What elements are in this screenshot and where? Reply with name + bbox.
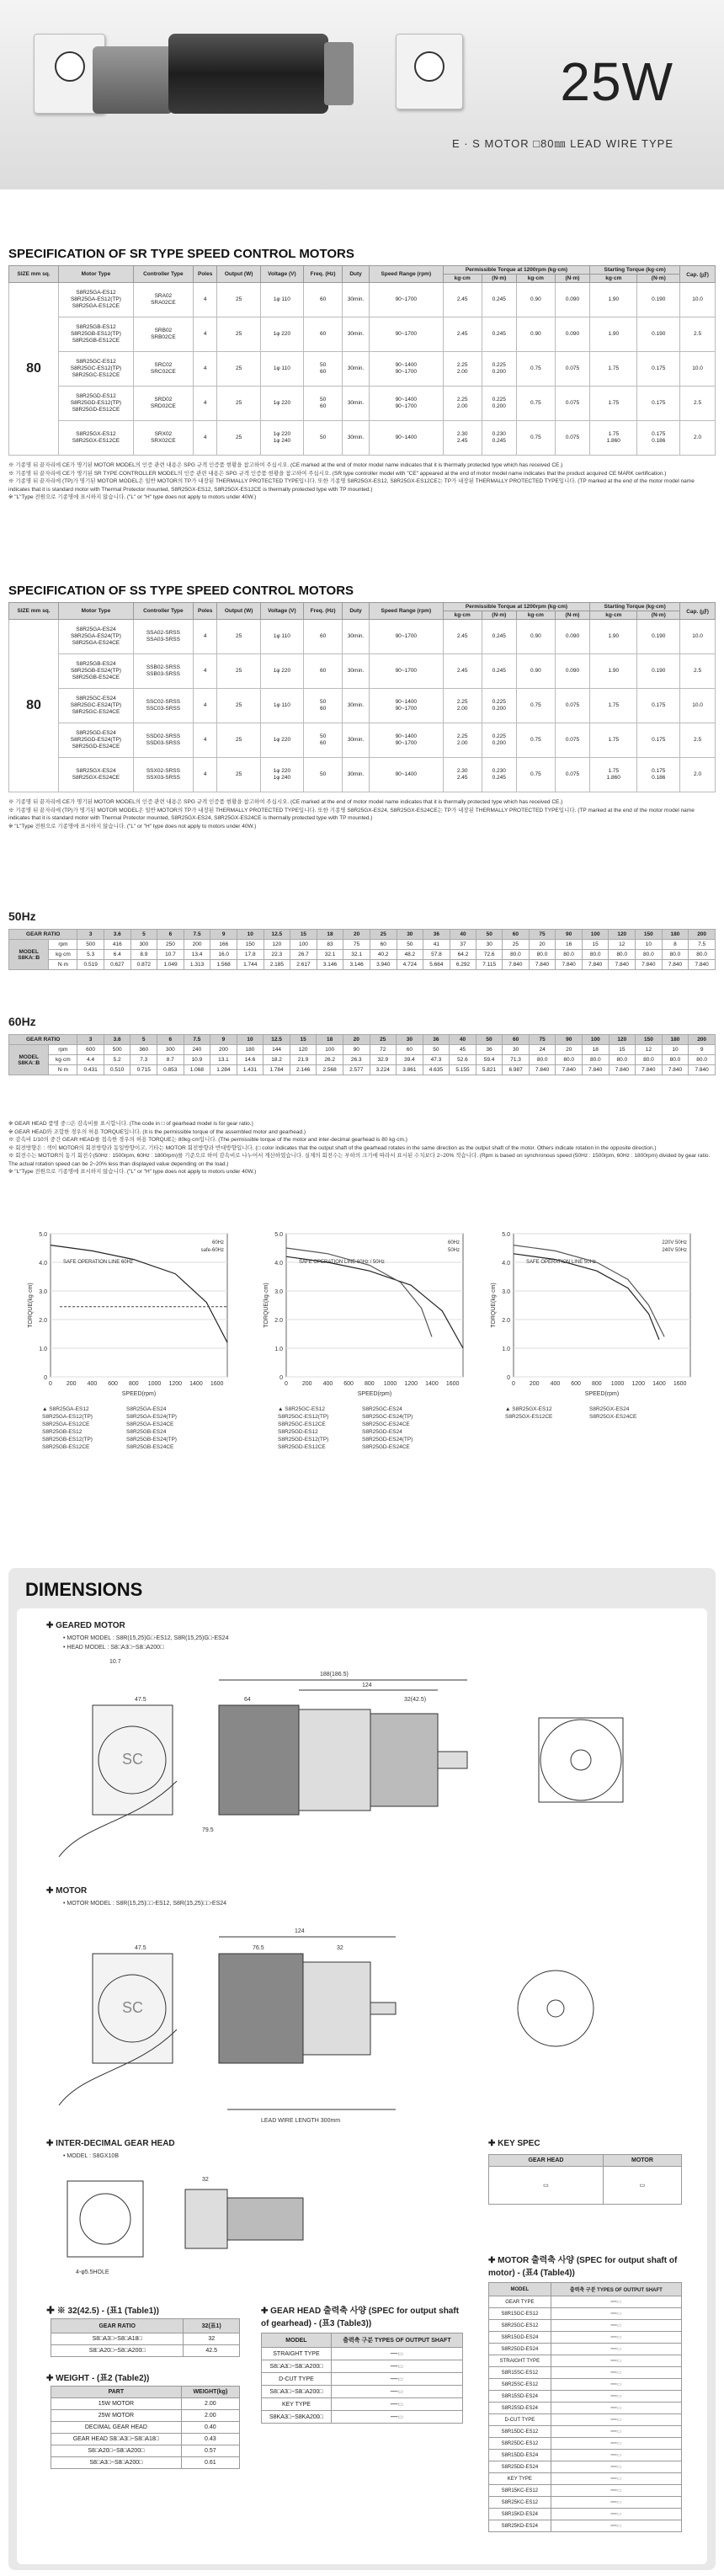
sr-spec-table: SIZE mm sq. Motor Type Controller Type Poles Output (W) Voltage (V) Freq. (Hz) Duty Speed Range (rpm) Permissible Torque at 1200rpm (kg·cm) Starting Torque (kg·cm) Cap. (㎌) kg·cm (N·m) kg·cm (N·m) kg·cm (N·m) 80 S8R25GA-ES12 S8R25GA-ES12(TP) S8R25GA-ES12CE SRA02 SRA02CE 4 25 1φ 110 60 30min. 90~1700 2.45 0.245 0.90 0.090 1.90 0.190 10.0 S8R25GB-ES12 S8R25GB-ES12(TP) S8R25GB-ES12CE SRB02 SRB02CE 4 25 1φ 220 60 30min. 90~1700 2.45 0.245 0.90 0.090 1.90 0.190 2.5 S8R25GC-ES12 S8R25GC-ES12(TP) S8R25GC-ES12CE SRC02 SRC02CE 4 25 1φ 110 50 60 30min. 90~1400 90~1700 2.25 2.00 0.225 0.200 0.75 0.075 1.75 0.175 10.0 S8R25GD-ES12 S8R25GD-ES12(TP) S8R25GD-ES12CE SRD02 SRD02CE 4 25 1φ 220 50 60 30min. 90~1400 90~1700 2.25 2.00 0.225 0.200 0.75 0.075 1.75 0.175 2.5 S8R25GX-ES12 S8R25GX-ES12CE SRX02 SRX02CE 4 25 1φ 220 1φ 240 50 30min. 90~1400 2.30 2.45 0.230 0.245 0.75 0.075 1.75 1.860 0.175 0.186 2.0 bbox=[8, 265, 716, 456]
spec-row: S8R25GX-ES24 S8R25GX-ES24CE SSX02-SRSS SSX03-SRSS 4 25 1φ 220 1φ 240 50 30min. 90~1400 2.30 2.45 0.230 0.245 0.75 0.075 1.75 1.860 0.175 0.186 2.0 bbox=[9, 758, 716, 792]
table-row: S8□A20□~S8□A200□ 42.5 bbox=[51, 2345, 240, 2357]
geared-head-model: • HEAD MODEL : S8□A3□~S8□A200□ bbox=[63, 1645, 164, 1651]
series-label: 220V 50Hz bbox=[662, 1240, 687, 1245]
safe-line-label: SAFE OPERATION LINE 60Hz bbox=[63, 1260, 133, 1265]
capacitor-image bbox=[324, 42, 354, 105]
x-tick-label: 200 bbox=[66, 1381, 77, 1387]
hero-title: 25W bbox=[560, 51, 673, 112]
safe-line-label: SAFE OPERATION LINE 60Hz / 50Hz bbox=[299, 1260, 385, 1265]
series-label: 240V 50Hz bbox=[662, 1248, 687, 1253]
geared-dim-7: 32(42.5) bbox=[404, 1697, 427, 1703]
y-tick-label: 4.0 bbox=[502, 1261, 510, 1267]
geared-dim-2: 124 bbox=[362, 1683, 372, 1688]
motor-dim-2: 47.5 bbox=[135, 1945, 146, 1951]
legend-entry: ▲ S8R25GC-ES12 bbox=[278, 1406, 325, 1412]
y-tick-label: 3.0 bbox=[274, 1289, 283, 1295]
note-line: ※ 회전수는 MOTOR의 동기 회전수(50Hz : 1500rpm, 60Hz : 1800rpm)를 기준으로 하여 감속비로 나누어서 계산하였습니다. 실제의 회전수는 부하의 크기에 따라서 표시된 수치보다 2~20% 적습니다. (Rpm is based on synchronous speed (50Hz : 1500rpm, 60Hz : 1800rpm) divided by gear ratio. The actual rotation speed can be 2~20% less than displayed value depending on the load.) bbox=[8, 1153, 711, 1167]
spec-row: S8R25GC-ES24 S8R25GC-ES24(TP) S8R25GC-ES24CE SSC02-SRSS SSC03-SRSS 4 25 1φ 110 50 60 30min. 90~1400 90~1700 2.25 2.00 0.225 0.200 0.75 0.075 1.75 0.175 10.0 bbox=[9, 689, 716, 723]
motor-model: • MOTOR MODEL : S8R(15,25)□□-ES12, S8R(15,25)□□-ES24 bbox=[63, 1901, 227, 1907]
note-line: ※ 기종명 뒤 끝자리에 (TP)가 명기된 MOTOR MODEL은 일반 MOTOR의 TP가 내장된 THERMALLY PROTECTED TYPE입니다. 또한 기종명 S8R25GX-ES12, S8R25GX-ES12CE는 TP가 내장된 THERMALLY PROTECTED TYPE입니다. (TP marked at the end of the motor model name indicates that it is standard motor with Thermal Protector mounted, S8R25GX-ES12, S8R25GX-ES12CE is thermally protected type with TP mounted.) bbox=[8, 478, 695, 493]
table-row: S8□A3□~S8□A200□ ━━▭ bbox=[262, 2360, 463, 2373]
chart-frame bbox=[514, 1234, 690, 1377]
table-row: GEAR HEAD S8□A3□~S8□A18□ 0.43 bbox=[51, 2434, 240, 2445]
hz60-table: GEAR RATIO 3 3.6 5 6 7.5 9 10 12.5 15 18 20 25 30 36 40 50 60 75 90 100 120 150 180 200 MODEL S8KA□B rpm 600 500 360 300 240 200 180 144 120 100 90 72 60 50 45 36 30 24 20 18 15 12 10 9 kg·cm 4.4 5.2 7.3 8.7 10.9 13.1 14.6 18.2 21.9 26.2 26.3 32.9 39.4 47.3 52.6 59.4 71.3 80.0 80.0 80.0 80.0 80.0 80.0 80.0 N·m 0.431 0.510 0.715 0.853 1.068 1.284 1.431 1.784 2.146 2.568 2.577 3.224 3.861 4.635 5.155 5.821 6.987 7.840 7.840 7.840 7.840 7.840 7.840 7.840 bbox=[8, 1034, 716, 1075]
table-row: S8R25SD-ES24 ━━▭ bbox=[489, 2403, 682, 2414]
table-row: DECIMAL GEAR HEAD 0.40 bbox=[51, 2422, 240, 2434]
x-tick-label: 1600 bbox=[445, 1381, 460, 1387]
table-row: S8R25KD-ES24 ━━▭ bbox=[489, 2520, 682, 2532]
x-tick-label: 1200 bbox=[168, 1381, 183, 1387]
ss-spec-table: SIZE mm sq. Motor Type Controller Type Poles Output (W) Voltage (V) Freq. (Hz) Duty Speed Range (rpm) Permissible Torque at 1200rpm (kg·cm) Starting Torque (kg·cm) Cap. (㎌) kg·cm (N·m) kg·cm (N·m) kg·cm (N·m) 80 S8R25GA-ES24 S8R25GA-ES24(TP) S8R25GA-ES24CE SSA02-SRSS SSA03-SRSS 4 25 1φ 110 60 30min. 90~1700 2.45 0.245 0.90 0.090 1.90 0.190 10.0 S8R25GB-ES24 S8R25GB-ES24(TP) S8R25GB-ES24CE SSB02-SRSS SSB03-SRSS 4 25 1φ 220 60 30min. 90~1700 2.45 0.245 0.90 0.090 1.90 0.190 2.5 S8R25GC-ES24 S8R25GC-ES24(TP) S8R25GC-ES24CE SSC02-SRSS SSC03-SRSS 4 25 1φ 110 50 60 30min. 90~1400 90~1700 2.25 2.00 0.225 0.200 0.75 0.075 1.75 0.175 10.0 S8R25GD-ES24 S8R25GD-ES24(TP) S8R25GD-ES24CE SSD02-SRSS SSD03-SRSS 4 25 1φ 220 50 60 30min. 90~1400 90~1700 2.25 2.00 0.225 0.200 0.75 0.075 1.75 0.175 2.5 S8R25GX-ES24 S8R25GX-ES24CE SSX02-SRSS SSX03-SRSS 4 25 1φ 220 1φ 240 50 30min. 90~1400 2.30 2.45 0.230 0.245 0.75 0.075 1.75 1.860 0.175 0.186 2.0 bbox=[8, 602, 716, 792]
geared-dim-4: 47.5 bbox=[135, 1697, 146, 1703]
x-tick-label: 1200 bbox=[404, 1381, 418, 1387]
spec-row: 80 S8R25GA-ES12 S8R25GA-ES12(TP) S8R25GA-ES12CE SRA02 SRA02CE 4 25 1φ 110 60 30min. 90~1700 2.45 0.245 0.90 0.090 1.90 0.190 10.0 bbox=[9, 283, 716, 317]
table-row: S8R25KC-ES12 ━━▭ bbox=[489, 2497, 682, 2509]
y-tick-label: 3.0 bbox=[502, 1289, 510, 1295]
y-tick-label: 1.0 bbox=[274, 1347, 283, 1352]
table-row: KEY TYPE ━━▭ bbox=[489, 2473, 682, 2485]
legend-entry: S8R25GC-ES24(TP) bbox=[362, 1414, 413, 1420]
table1: GEAR RATIO 32(표1) S8□A3□~S8□A18□ 32 S8□A20□~S8□A200□ 42.5 bbox=[51, 2318, 240, 2357]
spec-row: S8R25GB-ES24 S8R25GB-ES24(TP) S8R25GB-ES24CE SSB02-SRSS SSB03-SRSS 4 25 1φ 220 60 30min. 90~1700 2.45 0.245 0.90 0.090 1.90 0.190 2.5 bbox=[9, 654, 716, 689]
note-line: ※ 기종명 뒤 끝자리에 CE가 명기된 MOTOR MODEL의 인증 관련 내용은 SPG 규격 인증품 현황을 참고하여 주십시오. (CE marked at the end of motor model name indicates that it is thermally protected type which has received CE.) bbox=[8, 799, 563, 805]
controller-image-2 bbox=[396, 34, 463, 109]
motor-dim-4: 32 bbox=[337, 1945, 343, 1951]
table-row: S8R25GC-ES12 ━━▭ bbox=[489, 2320, 682, 2332]
x-tick-label: 1200 bbox=[631, 1381, 646, 1387]
sr-spec-title: SPECIFICATION OF SR TYPE SPEED CONTROL MOTORS bbox=[8, 247, 354, 261]
y-tick-label: 2.0 bbox=[502, 1318, 510, 1324]
geared-motor-label: ✚ GEARED MOTOR bbox=[46, 1621, 125, 1630]
legend-entry: S8R25GA-ES12CE bbox=[42, 1421, 90, 1427]
legend-entry: S8R25GA-ES24CE bbox=[126, 1421, 174, 1427]
y-tick-label: 2.0 bbox=[39, 1318, 47, 1324]
dimensions-title: DIMENSIONS bbox=[25, 1579, 143, 1600]
hero-subtitle: E · S MOTOR □80㎜ LEAD WIRE TYPE bbox=[451, 137, 673, 150]
x-tick-label: 600 bbox=[343, 1381, 354, 1387]
note-line: ※ 기종명 뒤 끝자리에 (TP)가 명기된 MOTOR MODEL은 일반 MOTOR의 TP가 내장된 THERMALLY PROTECTED TYPE입니다. 또한 기종명 S8R25GX-ES24, S8R25GX-ES24CE는 TP가 내장된 THERMALLY PROTECTED TYPE입니다. (TP marked at the end of the motor model name indicates that it is standard motor with Thermal Protector mounted, S8R25GX-ES24, S8R25GX-ES24CE is thermally protected type with TP mounted.) bbox=[8, 807, 695, 821]
key-spec-table: GEAR HEAD MOTOR ▭ ▭ bbox=[488, 2154, 682, 2205]
y-tick-label: 4.0 bbox=[39, 1261, 47, 1267]
note-line: ※ 기종명 뒤 끝자리에 CE가 명기된 MOTOR MODEL의 인증 관련 내용은 SPG 규격 인증품 현황을 참고하여 주십시오. (CE marked at the end of motor model name indicates that it is thermally protected type which has received CE.) bbox=[8, 462, 563, 468]
y-tick-label: 5.0 bbox=[502, 1232, 510, 1238]
motor-lead-length: LEAD WIRE LENGTH 300mm bbox=[261, 2118, 341, 2124]
y-tick-label: 2.0 bbox=[274, 1318, 283, 1324]
torque-charts bbox=[8, 1225, 716, 1554]
y-tick-label: 0 bbox=[279, 1375, 283, 1381]
legend-entry: S8R25GB-ES12 bbox=[42, 1429, 83, 1435]
table4-label: ✚ MOTOR 출력축 사양 (SPEC for output shaft of motor) - (표4 (Table4)) bbox=[488, 2256, 678, 2278]
x-tick-label: 800 bbox=[591, 1381, 602, 1387]
y-axis-label: TORQUE(kg·cm) bbox=[264, 1283, 269, 1328]
x-tick-label: 800 bbox=[128, 1381, 139, 1387]
geared-dim-1: 188(186.5) bbox=[320, 1672, 349, 1677]
x-axis-label: SPEED(rpm) bbox=[357, 1391, 392, 1397]
y-tick-label: 4.0 bbox=[274, 1261, 283, 1267]
legend-entry: S8R25GA-ES24(TP) bbox=[126, 1414, 177, 1420]
legend-entry: S8R25GX-ES12CE bbox=[505, 1414, 553, 1420]
x-tick-label: 0 bbox=[285, 1381, 288, 1387]
chart-frame bbox=[286, 1234, 463, 1377]
table-row: 15W MOTOR 2.00 bbox=[51, 2398, 240, 2410]
legend-entry: S8R25GC-ES12CE bbox=[278, 1421, 326, 1427]
svg-text:SC: SC bbox=[122, 1999, 144, 2016]
inter-dim-2: 4-φ5.5HOLE bbox=[76, 2269, 109, 2275]
table-row: S8R15KD-ES24 ━━▭ bbox=[489, 2509, 682, 2520]
inter-decimal-model: • MODEL : S8GX10B bbox=[63, 2153, 119, 2159]
chart-frame bbox=[51, 1234, 227, 1377]
hz60-label: 60Hz bbox=[8, 1015, 36, 1028]
x-tick-label: 0 bbox=[512, 1381, 515, 1387]
x-tick-label: 1600 bbox=[673, 1381, 687, 1387]
inter-decimal-drawing bbox=[59, 2164, 438, 2291]
table-row: S8R25DD-ES24 ━━▭ bbox=[489, 2461, 682, 2473]
table-row: S8R15GC-ES12 ━━▭ bbox=[489, 2308, 682, 2320]
x-tick-label: 1400 bbox=[189, 1381, 203, 1387]
table-row: GEAR TYPE ━━▭ bbox=[489, 2296, 682, 2308]
table-row: S8□A3□~S8□A18□ 32 bbox=[51, 2333, 240, 2345]
y-tick-label: 5.0 bbox=[39, 1232, 47, 1238]
legend-entry: S8R25GB-ES12CE bbox=[42, 1444, 90, 1450]
svg-text:SC: SC bbox=[122, 1751, 144, 1768]
table-row: S8KA3□~S8KA200□ ━━▭ bbox=[262, 2411, 463, 2424]
legend-entry: S8R25GD-ES24(TP) bbox=[362, 1437, 413, 1443]
y-tick-label: 3.0 bbox=[39, 1289, 47, 1295]
table1-label: ✚ ※ 32(42.5) - (표1 (Table1)) bbox=[46, 2307, 159, 2316]
legend-entry: S8R25GD-ES12(TP) bbox=[278, 1437, 329, 1443]
note-line: ※ "L"Type 전원으로 기종명에 표시하지 않습니다. ("L" or "H" type does not apply to motors under 40W.) bbox=[8, 1169, 257, 1175]
series-label: 60Hz bbox=[211, 1240, 224, 1245]
legend-entry: S8R25GB-ES12(TP) bbox=[42, 1437, 93, 1443]
key-spec-label: ✚ KEY SPEC bbox=[488, 2139, 540, 2148]
y-axis-label: TORQUE(kg·cm) bbox=[28, 1283, 34, 1328]
legend-entry: S8R25GD-ES24 bbox=[362, 1429, 402, 1435]
motor-dim-1: 124 bbox=[295, 1928, 305, 1934]
table-row: D-CUT TYPE ━━▭ bbox=[489, 2414, 682, 2426]
geared-motor-drawing bbox=[34, 1655, 673, 1882]
x-tick-label: 1000 bbox=[610, 1381, 625, 1387]
legend-entry: S8R25GB-ES24CE bbox=[126, 1444, 174, 1450]
legend-entry: S8R25GC-ES24 bbox=[362, 1406, 402, 1412]
legend-entry: S8R25GD-ES12 bbox=[278, 1429, 318, 1435]
geared-dim-6: 10.7 bbox=[109, 1659, 121, 1665]
note-line: ※ 기종명 뒤 끝자리에 CE가 명기된 SR TYPE CONTROLLER MODEL의 인증 관련 내용은 SPG 규격 인증품 현황을 참고하여 주십시오. (SR type controller model with "CE" appeared at the end of motor model name indicates that the product acquired CE MARK certification.) bbox=[8, 470, 667, 477]
y-tick-label: 0 bbox=[44, 1375, 47, 1381]
legend-entry: ▲ S8R25GA-ES12 bbox=[42, 1406, 89, 1412]
x-tick-label: 200 bbox=[301, 1381, 312, 1387]
series-label: 50Hz bbox=[447, 1248, 460, 1253]
motor-dim-3: 76.5 bbox=[253, 1945, 264, 1951]
table-row: STRAIGHT TYPE ━━▭ bbox=[262, 2348, 463, 2360]
spec-row: S8R25GB-ES12 S8R25GB-ES12(TP) S8R25GB-ES12CE SRB02 SRB02CE 4 25 1φ 220 60 30min. 90~1700 2.45 0.245 0.90 0.090 1.90 0.190 2.5 bbox=[9, 317, 716, 352]
note-line: ※ GEAR HEAD와 조합한 경우의 허용 TORQUE입니다. (It is the permissible torque of the assembled motor and gearhead.) bbox=[8, 1128, 306, 1135]
x-axis-label: SPEED(rpm) bbox=[584, 1391, 620, 1397]
x-tick-label: 800 bbox=[364, 1381, 375, 1387]
weight-table: PART WEIGHT(kg) 15W MOTOR 2.00 25W MOTOR 2.00 DECIMAL GEAR HEAD 0.40 GEAR HEAD S8□A3□~S8□A18□ 0.43 S8□A20□~S8□A200□ 0.57 S8□A3□~S8□A200□ 0.61 bbox=[51, 2386, 240, 2469]
y-tick-label: 1.0 bbox=[502, 1347, 510, 1352]
note-line: ※ "L"Type 전원으로 기종명에 표시하지 않습니다. ("L" or "H" type does not apply to motors under 40W.) bbox=[8, 494, 257, 500]
note-line: ※ GEAR HEAD 품명 중 □은 감속비를 표시합니다. (The code in □ of gearhead model is for gear ratio.) bbox=[8, 1121, 253, 1127]
legend-entry: S8R25GD-ES12CE bbox=[278, 1444, 326, 1450]
table-row: S8R15KC-ES12 ━━▭ bbox=[489, 2485, 682, 2497]
safe-line-label: SAFE OPERATION LINE 50Hz bbox=[526, 1260, 596, 1265]
y-tick-label: 1.0 bbox=[39, 1347, 47, 1352]
x-tick-label: 400 bbox=[87, 1381, 98, 1387]
legend-entry: S8R25GD-ES24CE bbox=[362, 1444, 410, 1450]
x-tick-label: 1000 bbox=[383, 1381, 397, 1387]
legend-entry: S8R25GX-ES24CE bbox=[589, 1414, 637, 1420]
inter-dim-1: 32 bbox=[202, 2177, 209, 2183]
spec-row: S8R25GX-ES12 S8R25GX-ES12CE SRX02 SRX02CE 4 25 1φ 220 1φ 240 50 30min. 90~1400 2.30 2.45 0.230 0.245 0.75 0.075 1.75 1.860 0.175 0.186 2.0 bbox=[9, 421, 716, 456]
inter-decimal-label: ✚ INTER-DECIMAL GEAR HEAD bbox=[46, 2139, 175, 2148]
sr-notes bbox=[8, 461, 716, 502]
x-tick-label: 400 bbox=[322, 1381, 333, 1387]
table-row: S8R25GD-ES24 ━━▭ bbox=[489, 2344, 682, 2355]
x-axis-label: SPEED(rpm) bbox=[121, 1391, 157, 1397]
table-row: 25W MOTOR 2.00 bbox=[51, 2410, 240, 2422]
y-tick-label: 0 bbox=[507, 1375, 510, 1381]
table-row: S8R15DD-ES24 ━━▭ bbox=[489, 2450, 682, 2461]
ss-notes bbox=[8, 798, 716, 830]
note-line: ※ 감속비 1/10의 중간 GEAR HEAD를 접속한 경우의 허용 TORQUE는 80kg·cm입니다. (The permissible torque of the motor and inter-decimal gearhead is 80 kg·cm.) bbox=[8, 1137, 407, 1143]
legend-entry: ▲ S8R25GX-ES12 bbox=[505, 1406, 552, 1412]
table-row: STRAIGHT TYPE ━━▭ bbox=[489, 2355, 682, 2367]
legend-entry: S8R25GB-ES24 bbox=[126, 1429, 167, 1435]
spec-row: S8R25GD-ES24 S8R25GD-ES24(TP) S8R25GD-ES24CE SSD02-SRSS SSD03-SRSS 4 25 1φ 220 50 60 30min. 90~1400 90~1700 2.25 2.00 0.225 0.200 0.75 0.075 1.75 0.175 2.5 bbox=[9, 723, 716, 758]
weight-label: ✚ WEIGHT - (표2 (Table2)) bbox=[46, 2374, 150, 2383]
table-row: S8R25DC-ES12 ━━▭ bbox=[489, 2438, 682, 2450]
x-tick-label: 600 bbox=[571, 1381, 581, 1387]
x-tick-label: 1400 bbox=[652, 1381, 666, 1387]
table-row: S8R15DC-ES12 ━━▭ bbox=[489, 2426, 682, 2438]
spec-row: S8R25GD-ES12 S8R25GD-ES12(TP) S8R25GD-ES12CE SRD02 SRD02CE 4 25 1φ 220 50 60 30min. 90~1400 90~1700 2.25 2.00 0.225 0.200 0.75 0.075 1.75 0.175 2.5 bbox=[9, 387, 716, 421]
note-line: ※ "L"Type 전원으로 기종명에 표시하지 않습니다. ("L" or "H" type does not apply to motors under 40W.) bbox=[8, 823, 257, 829]
x-tick-label: 1600 bbox=[210, 1381, 224, 1387]
series-label: 60Hz bbox=[447, 1240, 460, 1245]
y-tick-label: 5.0 bbox=[274, 1232, 283, 1238]
table-row: S8R15SD-ES24 ━━▭ bbox=[489, 2391, 682, 2403]
motor-drawing bbox=[34, 1912, 673, 2131]
note-line: ※ 회전방향은 : 색이 MOTOR의 회전방향과 동일방향이고, 기타는 MOTOR 회전방향과 반대방향입니다. (□ color indicates that the output shaft of the gearhead rotates in the same direction as the output shaft of the motor. Others indicate rotation in the opposite direction.) bbox=[8, 1144, 657, 1151]
table-row: S8□A20□~S8□A200□ 0.57 bbox=[51, 2445, 240, 2457]
gearhead-image bbox=[93, 46, 173, 114]
x-tick-label: 1400 bbox=[425, 1381, 439, 1387]
geared-dim-5: 79.5 bbox=[202, 1827, 214, 1833]
legend-entry: S8R25GB-ES24(TP) bbox=[126, 1437, 177, 1443]
gear-notes bbox=[8, 1120, 716, 1176]
table4: MODEL 출력축 구분 TYPES OF OUTPUT SHAFT GEAR TYPE ━━▭ S8R15GC-ES12 ━━▭ S8R25GC-ES12 ━━▭ S8R15GD-ES24 ━━▭ S8R25GD-ES24 ━━▭ STRAIGHT TYPE ━━▭ S8R15SC-ES12 ━━▭ S8R25SC-ES12 ━━▭ S8R15SD-ES24 ━━▭ S8R25SD-ES24 ━━▭ D-CUT TYPE ━━▭ S8R15DC-ES12 ━━▭ S8R25DC-ES12 ━━▭ S8R15DD-ES24 ━━▭ S8R25DD-ES24 ━━▭ KEY TYPE ━━▭ S8R15KC-ES12 ━━▭ S8R25KC-ES12 ━━▭ S8R15KD-ES24 ━━▭ S8R25KD-ES24 ━━▭ bbox=[488, 2282, 682, 2532]
spec-row: S8R25GC-ES12 S8R25GC-ES12(TP) S8R25GC-ES12CE SRC02 SRC02CE 4 25 1φ 110 50 60 30min. 90~1400 90~1700 2.25 2.00 0.225 0.200 0.75 0.075 1.75 0.175 10.0 bbox=[9, 352, 716, 387]
spec-row: 80 S8R25GA-ES24 S8R25GA-ES24(TP) S8R25GA-ES24CE SSA02-SRSS SSA03-SRSS 4 25 1φ 110 60 30min. 90~1700 2.45 0.245 0.90 0.090 1.90 0.190 10.0 bbox=[9, 620, 716, 654]
hz50-table: GEAR RATIO 3 3.6 5 6 7.5 9 10 12.5 15 18 20 25 30 36 40 50 60 75 90 100 120 150 180 200 MODEL S8KA□B rpm 500 416 300 250 200 166 150 120 100 83 75 60 50 41 37 30 25 20 16 15 12 10 8 7.5 kg·cm 5.3 6.4 8.9 10.7 13.4 16.0 17.8 22.3 26.7 32.1 32.1 40.2 48.2 57.8 64.2 72.6 80.0 80.0 80.0 80.0 80.0 80.0 80.0 80.0 N·m 0.519 0.627 0.872 1.049 1.313 1.568 1.744 2.185 2.617 3.146 3.146 3.940 4.724 5.664 6.292 7.115 7.840 7.840 7.840 7.840 7.840 7.840 7.840 7.840 bbox=[8, 929, 716, 970]
table-row: D-CUT TYPE ━━▭ bbox=[262, 2373, 463, 2386]
x-tick-label: 200 bbox=[529, 1381, 540, 1387]
legend-entry: S8R25GC-ES24CE bbox=[362, 1421, 410, 1427]
geared-dim-3: 64 bbox=[244, 1697, 251, 1703]
ss-spec-title: SPECIFICATION OF SS TYPE SPEED CONTROL MOTORS bbox=[8, 584, 354, 598]
table-row: S8R15SC-ES12 ━━▭ bbox=[489, 2367, 682, 2379]
x-tick-label: 600 bbox=[108, 1381, 118, 1387]
geared-motor-model: • MOTOR MODEL : S8R(15,25)G□-ES12, S8R(15,25)G□-ES24 bbox=[63, 1635, 229, 1641]
motor-image bbox=[168, 34, 328, 114]
table3-label: ✚ GEAR HEAD 출력축 사양 (SPEC for output shaft of gearhead) - (표3 (Table3)) bbox=[261, 2307, 460, 2328]
legend-entry: S8R25GA-ES24 bbox=[126, 1406, 167, 1412]
table-row: KEY TYPE ━━▭ bbox=[262, 2398, 463, 2411]
table-row: S8R25SC-ES12 ━━▭ bbox=[489, 2379, 682, 2391]
x-tick-label: 0 bbox=[49, 1381, 52, 1387]
table-row: S8R15GD-ES24 ━━▭ bbox=[489, 2332, 682, 2344]
motor-label: ✚ MOTOR bbox=[46, 1886, 88, 1896]
x-tick-label: 400 bbox=[550, 1381, 561, 1387]
legend-entry: S8R25GC-ES12(TP) bbox=[278, 1414, 329, 1420]
legend-entry: S8R25GA-ES12(TP) bbox=[42, 1414, 93, 1420]
y-axis-label: TORQUE(kg·cm) bbox=[491, 1283, 497, 1328]
hz50-label: 50Hz bbox=[8, 909, 36, 923]
table-row: S8□A3□~S8□A200□ ━━▭ bbox=[262, 2386, 463, 2398]
x-tick-label: 1000 bbox=[147, 1381, 162, 1387]
series-label: safe-60Hz bbox=[200, 1248, 224, 1253]
legend-entry: S8R25GX-ES24 bbox=[589, 1406, 630, 1412]
table3: MODEL 출력축 구분 TYPES OF OUTPUT SHAFT STRAIGHT TYPE ━━▭ S8□A3□~S8□A200□ ━━▭ D-CUT TYPE ━━▭ S8□A3□~S8□A200□ ━━▭ KEY TYPE ━━▭ S8KA3□~S8KA200□ ━━▭ bbox=[261, 2333, 463, 2424]
table-row: S8□A3□~S8□A200□ 0.61 bbox=[51, 2457, 240, 2469]
